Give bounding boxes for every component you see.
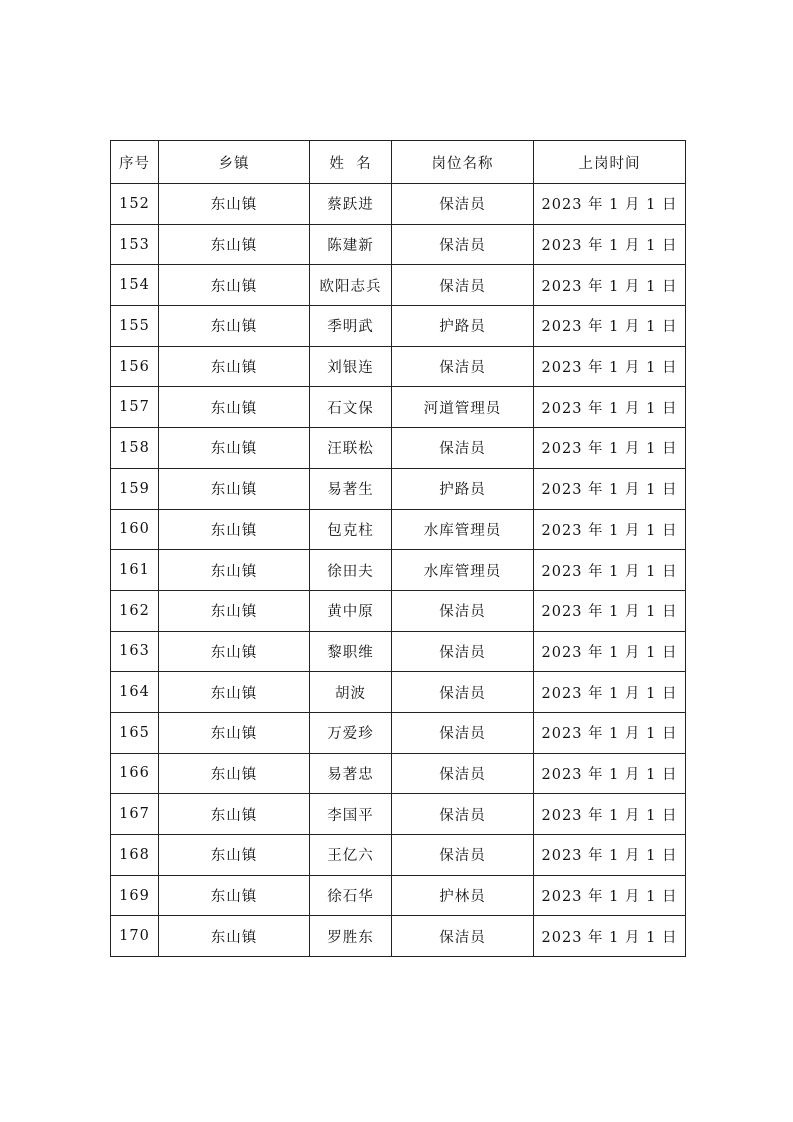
cell-town: 东山镇: [159, 631, 310, 672]
cell-post: 保洁员: [392, 916, 534, 957]
cell-town: 东山镇: [159, 468, 310, 509]
table-row: [111, 224, 686, 265]
table-row: [111, 631, 686, 672]
table-body: [111, 184, 686, 957]
cell-name: 包克柱: [310, 509, 392, 550]
cell-town: 东山镇: [159, 712, 310, 753]
header-row: [111, 141, 686, 184]
cell-index: 164: [111, 672, 159, 713]
cell-town: 东山镇: [159, 346, 310, 387]
table-row: [111, 835, 686, 876]
cell-start-date: 2023 年 1 月 1 日: [534, 468, 686, 509]
table-row: [111, 265, 686, 306]
table-row: [111, 306, 686, 347]
header-start-date: 上岗时间: [534, 141, 686, 184]
cell-index: 160: [111, 509, 159, 550]
cell-start-date: 2023 年 1 月 1 日: [534, 550, 686, 591]
cell-name: 黎职维: [310, 631, 392, 672]
table-row: [111, 346, 686, 387]
header-town: 乡镇: [159, 141, 310, 184]
table-header: [111, 141, 686, 184]
cell-name: 蔡跃进: [310, 184, 392, 225]
cell-start-date: 2023 年 1 月 1 日: [534, 590, 686, 631]
cell-name: 季明武: [310, 306, 392, 347]
cell-index: 154: [111, 265, 159, 306]
cell-post: 保洁员: [392, 224, 534, 265]
table-row: [111, 550, 686, 591]
header-name: 姓 名: [310, 141, 392, 184]
cell-name: 易著忠: [310, 753, 392, 794]
cell-index: 158: [111, 428, 159, 469]
cell-town: 东山镇: [159, 753, 310, 794]
cell-post: 保洁员: [392, 712, 534, 753]
header-post: 岗位名称: [392, 141, 534, 184]
cell-index: 168: [111, 835, 159, 876]
cell-town: 东山镇: [159, 265, 310, 306]
cell-post: 保洁员: [392, 428, 534, 469]
cell-start-date: 2023 年 1 月 1 日: [534, 224, 686, 265]
cell-start-date: 2023 年 1 月 1 日: [534, 875, 686, 916]
cell-name: 徐石华: [310, 875, 392, 916]
cell-index: 153: [111, 224, 159, 265]
cell-index: 152: [111, 184, 159, 225]
cell-index: 161: [111, 550, 159, 591]
cell-start-date: 2023 年 1 月 1 日: [534, 346, 686, 387]
cell-name: 黄中原: [310, 590, 392, 631]
table-row: [111, 753, 686, 794]
table-row: [111, 468, 686, 509]
cell-index: 155: [111, 306, 159, 347]
cell-town: 东山镇: [159, 794, 310, 835]
header-index: 序号: [111, 141, 159, 184]
staff-roster-table: [110, 140, 686, 957]
cell-name: 欧阳志兵: [310, 265, 392, 306]
cell-index: 157: [111, 387, 159, 428]
cell-name: 万爱珍: [310, 712, 392, 753]
cell-town: 东山镇: [159, 184, 310, 225]
cell-post: 保洁员: [392, 794, 534, 835]
cell-index: 170: [111, 916, 159, 957]
cell-town: 东山镇: [159, 550, 310, 591]
cell-post: 保洁员: [392, 346, 534, 387]
cell-post: 河道管理员: [392, 387, 534, 428]
table-row: [111, 509, 686, 550]
cell-start-date: 2023 年 1 月 1 日: [534, 306, 686, 347]
cell-start-date: 2023 年 1 月 1 日: [534, 509, 686, 550]
cell-town: 东山镇: [159, 916, 310, 957]
cell-name: 易著生: [310, 468, 392, 509]
cell-index: 156: [111, 346, 159, 387]
cell-post: 水库管理员: [392, 550, 534, 591]
cell-index: 166: [111, 753, 159, 794]
cell-start-date: 2023 年 1 月 1 日: [534, 265, 686, 306]
cell-post: 保洁员: [392, 590, 534, 631]
cell-name: 王亿六: [310, 835, 392, 876]
cell-post: 护路员: [392, 468, 534, 509]
cell-town: 东山镇: [159, 672, 310, 713]
cell-town: 东山镇: [159, 590, 310, 631]
cell-name: 陈建新: [310, 224, 392, 265]
table-row: [111, 184, 686, 225]
cell-start-date: 2023 年 1 月 1 日: [534, 387, 686, 428]
cell-start-date: 2023 年 1 月 1 日: [534, 672, 686, 713]
cell-start-date: 2023 年 1 月 1 日: [534, 753, 686, 794]
table-row: [111, 428, 686, 469]
cell-town: 东山镇: [159, 875, 310, 916]
cell-start-date: 2023 年 1 月 1 日: [534, 835, 686, 876]
cell-start-date: 2023 年 1 月 1 日: [534, 916, 686, 957]
cell-name: 罗胜东: [310, 916, 392, 957]
cell-town: 东山镇: [159, 835, 310, 876]
table-row: [111, 387, 686, 428]
cell-start-date: 2023 年 1 月 1 日: [534, 184, 686, 225]
cell-post: 水库管理员: [392, 509, 534, 550]
cell-index: 159: [111, 468, 159, 509]
cell-post: 保洁员: [392, 672, 534, 713]
cell-start-date: 2023 年 1 月 1 日: [534, 631, 686, 672]
cell-start-date: 2023 年 1 月 1 日: [534, 712, 686, 753]
cell-index: 167: [111, 794, 159, 835]
cell-post: 保洁员: [392, 184, 534, 225]
cell-name: 刘银连: [310, 346, 392, 387]
cell-town: 东山镇: [159, 387, 310, 428]
cell-index: 165: [111, 712, 159, 753]
table-row: [111, 916, 686, 957]
cell-town: 东山镇: [159, 224, 310, 265]
cell-town: 东山镇: [159, 306, 310, 347]
cell-index: 163: [111, 631, 159, 672]
table-row: [111, 875, 686, 916]
cell-post: 护林员: [392, 875, 534, 916]
cell-post: 保洁员: [392, 265, 534, 306]
cell-start-date: 2023 年 1 月 1 日: [534, 428, 686, 469]
table-row: [111, 590, 686, 631]
cell-start-date: 2023 年 1 月 1 日: [534, 794, 686, 835]
cell-index: 162: [111, 590, 159, 631]
cell-name: 石文保: [310, 387, 392, 428]
cell-post: 保洁员: [392, 631, 534, 672]
cell-town: 东山镇: [159, 428, 310, 469]
table-row: [111, 794, 686, 835]
cell-index: 169: [111, 875, 159, 916]
cell-post: 护路员: [392, 306, 534, 347]
table-row: [111, 672, 686, 713]
cell-name: 徐田夫: [310, 550, 392, 591]
cell-name: 李国平: [310, 794, 392, 835]
cell-name: 汪联松: [310, 428, 392, 469]
cell-name: 胡波: [310, 672, 392, 713]
cell-post: 保洁员: [392, 835, 534, 876]
table-row: [111, 712, 686, 753]
cell-town: 东山镇: [159, 509, 310, 550]
cell-post: 保洁员: [392, 753, 534, 794]
